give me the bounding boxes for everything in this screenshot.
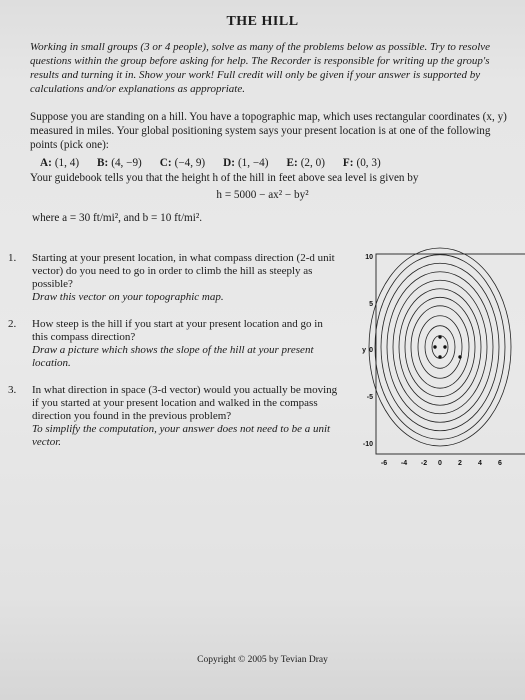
topographic-map — [338, 244, 525, 484]
question-1: 1. Starting at your present location, in what compass direction (2-d unit vector) do you need to go in order to climb the hill as steeply as possible? Draw this vector on your topographic map. — [8, 252, 335, 303]
y-axis-label: y — [362, 347, 366, 354]
point-c: C: (−4, 9) — [159, 157, 206, 169]
point-dot — [438, 355, 441, 358]
x-tick-4: 4 — [478, 460, 482, 467]
point-options — [40, 157, 510, 169]
y-tick-10: 10 — [365, 254, 373, 261]
point-dot — [458, 355, 461, 358]
point-f: F: (0, 3) — [342, 157, 381, 169]
copyright: Copyright © 2005 by Tevian Dray — [197, 655, 328, 665]
point-b: B: (4, −9) — [97, 157, 142, 169]
constants-text: where a = 30 ft/mi², and b = 10 ft/mi². — [32, 212, 203, 224]
contour-ellipse — [387, 272, 493, 423]
setup-paragraph: Suppose you are standing on a hill. You have a topographic map, which uses rectangular coordinates (x, y) measured in miles. Your global positioning system says your present location is at one of the following points (pick one): — [30, 111, 507, 151]
map-frame — [376, 254, 525, 454]
x-axis-label: 0 — [438, 460, 442, 467]
y-tick-5: 5 — [369, 301, 373, 308]
instructions: Working in small groups (3 or 4 people), solve as many of the problems below as possible. Try to resolve questions within the group before asking for help. The Recorder is responsible for writing up the group's results and turning it in. Show your work! Full credit will only be given if your answer is supported by calculations and/or explanations as appropriate. — [30, 41, 491, 95]
point-e: E: (2, 0) — [286, 157, 325, 169]
y-tick-neg10: -10 — [362, 441, 373, 448]
contour-ellipse — [375, 255, 505, 440]
point-dot — [438, 335, 441, 338]
x-tick-neg4: -4 — [400, 460, 408, 467]
contour-ellipse — [393, 280, 487, 413]
y-tick-neg5: -5 — [366, 394, 373, 401]
contour-ellipse — [425, 326, 455, 369]
guidebook-text: Your guidebook tells you that the height h of the hill in feet above sea level is given by — [30, 172, 419, 184]
point-dot — [443, 345, 446, 348]
height-formula: h = 5000 − ax² − by² — [216, 189, 309, 201]
y-tick-0: 0 — [369, 347, 373, 354]
x-tick-2: 2 — [458, 460, 462, 467]
point-d: D: (1, −4) — [223, 157, 269, 169]
point-dot — [433, 345, 436, 348]
question-2: 2. How steep is the hill if you start at your present location and go in this compass direction? Draw a picture which shows the slope of the hill at your present location. — [8, 318, 323, 369]
page-title: THE HILL — [226, 14, 299, 29]
question-3: 3. In what direction in space (3-d vector) would you actually be moving if you started at your present location and walked in the compass direction you found in the previous problem? To simplify the computation, your answer does not need to be a unit vector. — [8, 384, 338, 448]
contour-ellipse — [366, 248, 511, 446]
contour-lines — [366, 248, 511, 446]
x-tick-6: 6 — [498, 460, 502, 467]
contour-ellipse — [405, 297, 475, 396]
contour-ellipse — [411, 306, 469, 388]
x-tick-neg6: -6 — [380, 460, 388, 467]
point-a: A: (1, 4) — [40, 157, 80, 169]
x-tick-neg2: -2 — [420, 460, 428, 467]
